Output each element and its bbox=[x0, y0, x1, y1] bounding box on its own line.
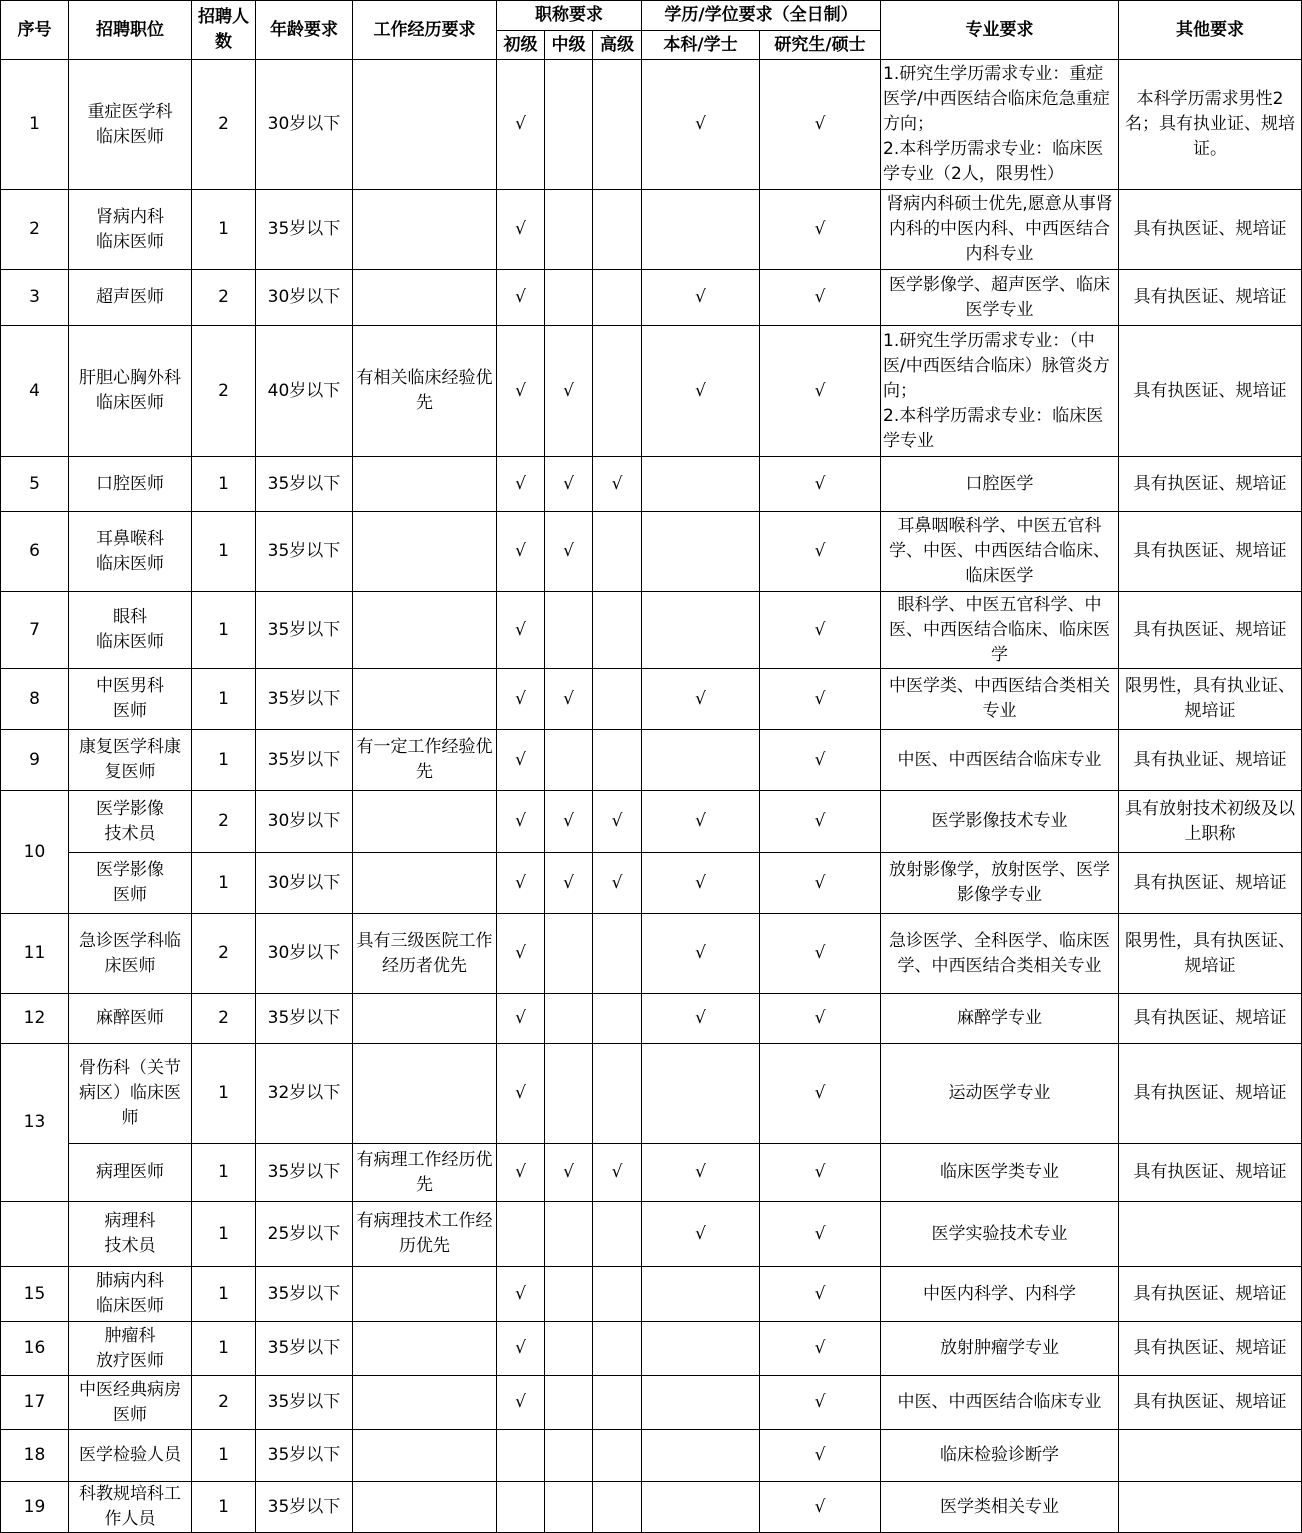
major-cell: 临床检验诊断学 bbox=[881, 1430, 1119, 1482]
check-bachelor-cell bbox=[642, 512, 760, 592]
table-row bbox=[1, 1482, 1302, 1533]
major-cell: 放射影像学，放射医学、医学影像学专业 bbox=[881, 853, 1119, 914]
table-row bbox=[1, 914, 1302, 994]
header-senior: 高级 bbox=[593, 31, 642, 60]
other-cell: 具有执医证、规培证 bbox=[1119, 190, 1302, 270]
other-cell: 限男性，具有执医证、规培证 bbox=[1119, 914, 1302, 994]
header-middle: 中级 bbox=[545, 31, 593, 60]
check-junior-cell: √ bbox=[497, 60, 545, 190]
check-senior-cell bbox=[593, 1202, 642, 1267]
age-cell: 30岁以下 bbox=[256, 853, 353, 914]
count-cell: 1 bbox=[192, 457, 256, 512]
position-cell: 中医经典病房医师 bbox=[69, 1376, 192, 1430]
check-middle-cell bbox=[545, 914, 593, 994]
other-cell: 具有执医证、规培证 bbox=[1119, 1267, 1302, 1322]
check-senior-cell bbox=[593, 1482, 642, 1533]
age-cell: 35岁以下 bbox=[256, 1144, 353, 1202]
major-cell: 1.研究生学历需求专业：重症医学/中西医结合临床危急重症方向； 2.本科学历需求专业：临床医学专业（2人，限男性） bbox=[881, 60, 1119, 190]
check-senior-cell bbox=[593, 994, 642, 1044]
experience-cell: 有一定工作经验优先 bbox=[353, 730, 497, 791]
age-cell: 35岁以下 bbox=[256, 669, 353, 730]
table-row bbox=[1, 592, 1302, 669]
table-row bbox=[1, 1430, 1302, 1482]
experience-cell: 有病理技术工作经历优先 bbox=[353, 1202, 497, 1267]
check-master-cell: √ bbox=[760, 1482, 881, 1533]
check-middle-cell: √ bbox=[545, 669, 593, 730]
position-cell: 肺病内科 临床医师 bbox=[69, 1267, 192, 1322]
check-bachelor-cell bbox=[642, 1482, 760, 1533]
count-cell: 1 bbox=[192, 1144, 256, 1202]
check-senior-cell bbox=[593, 512, 642, 592]
header-seq: 序号 bbox=[1, 1, 69, 60]
table-row bbox=[1, 190, 1302, 270]
check-senior-cell bbox=[593, 669, 642, 730]
experience-cell: 具有三级医院工作经历者优先 bbox=[353, 914, 497, 994]
major-cell: 医学影像学、超声医学、临床医学专业 bbox=[881, 270, 1119, 326]
major-cell: 1.研究生学历需求专业：（中医/中西医结合临床）脉管炎方向； 2.本科学历需求专业：临床医学专业 bbox=[881, 326, 1119, 457]
check-junior-cell: √ bbox=[497, 994, 545, 1044]
major-cell: 临床医学类专业 bbox=[881, 1144, 1119, 1202]
check-bachelor-cell bbox=[642, 190, 760, 270]
age-cell: 40岁以下 bbox=[256, 326, 353, 457]
experience-cell bbox=[353, 791, 497, 853]
count-cell: 2 bbox=[192, 1376, 256, 1430]
check-junior-cell: √ bbox=[497, 592, 545, 669]
major-cell: 中医内科学、内科学 bbox=[881, 1267, 1119, 1322]
count-cell: 2 bbox=[192, 914, 256, 994]
position-cell: 眼科 临床医师 bbox=[69, 592, 192, 669]
other-cell: 具有执医证、规培证 bbox=[1119, 512, 1302, 592]
check-middle-cell bbox=[545, 1202, 593, 1267]
check-senior-cell bbox=[593, 592, 642, 669]
check-middle-cell bbox=[545, 730, 593, 791]
count-cell: 1 bbox=[192, 1044, 256, 1144]
check-junior-cell: √ bbox=[497, 853, 545, 914]
seq-cell: 16 bbox=[1, 1322, 69, 1376]
check-junior-cell: √ bbox=[497, 1044, 545, 1144]
other-cell: 具有执医证、规培证 bbox=[1119, 1144, 1302, 1202]
position-cell: 肾病内科 临床医师 bbox=[69, 190, 192, 270]
age-cell: 35岁以下 bbox=[256, 1430, 353, 1482]
experience-cell bbox=[353, 853, 497, 914]
header-other: 其他要求 bbox=[1119, 1, 1302, 60]
other-cell: 具有执医证、规培证 bbox=[1119, 457, 1302, 512]
table-row bbox=[1, 512, 1302, 592]
table-row bbox=[1, 270, 1302, 326]
check-junior-cell: √ bbox=[497, 270, 545, 326]
seq-cell: 3 bbox=[1, 270, 69, 326]
major-cell: 医学影像技术专业 bbox=[881, 791, 1119, 853]
check-senior-cell bbox=[593, 1267, 642, 1322]
check-master-cell: √ bbox=[760, 1322, 881, 1376]
check-senior-cell bbox=[593, 1322, 642, 1376]
check-senior-cell bbox=[593, 1430, 642, 1482]
position-cell: 骨伤科（关节病区）临床医师 bbox=[69, 1044, 192, 1144]
check-senior-cell bbox=[593, 190, 642, 270]
check-senior-cell: √ bbox=[593, 1144, 642, 1202]
seq-cell: 11 bbox=[1, 914, 69, 994]
check-bachelor-cell: √ bbox=[642, 791, 760, 853]
count-cell: 1 bbox=[192, 1267, 256, 1322]
major-cell: 麻醉学专业 bbox=[881, 994, 1119, 1044]
check-junior-cell: √ bbox=[497, 914, 545, 994]
table-row bbox=[1, 1044, 1302, 1144]
seq-cell: 19 bbox=[1, 1482, 69, 1533]
check-senior-cell: √ bbox=[593, 853, 642, 914]
check-middle-cell bbox=[545, 1430, 593, 1482]
table-row bbox=[1, 1322, 1302, 1376]
check-middle-cell: √ bbox=[545, 853, 593, 914]
check-master-cell: √ bbox=[760, 1267, 881, 1322]
check-bachelor-cell: √ bbox=[642, 994, 760, 1044]
check-master-cell: √ bbox=[760, 190, 881, 270]
major-cell: 眼科学、中医五官科学、中医、中西医结合临床、临床医学 bbox=[881, 592, 1119, 669]
header-count: 招聘人数 bbox=[192, 1, 256, 60]
check-bachelor-cell: √ bbox=[642, 326, 760, 457]
check-master-cell: √ bbox=[760, 60, 881, 190]
check-master-cell: √ bbox=[760, 1376, 881, 1430]
check-bachelor-cell bbox=[642, 1267, 760, 1322]
check-junior-cell: √ bbox=[497, 512, 545, 592]
check-middle-cell bbox=[545, 994, 593, 1044]
age-cell: 32岁以下 bbox=[256, 1044, 353, 1144]
count-cell: 2 bbox=[192, 994, 256, 1044]
position-cell: 超声医师 bbox=[69, 270, 192, 326]
check-bachelor-cell: √ bbox=[642, 270, 760, 326]
check-bachelor-cell: √ bbox=[642, 1202, 760, 1267]
position-cell: 病理科 技术员 bbox=[69, 1202, 192, 1267]
check-senior-cell: √ bbox=[593, 457, 642, 512]
experience-cell bbox=[353, 994, 497, 1044]
check-middle-cell bbox=[545, 592, 593, 669]
check-master-cell: √ bbox=[760, 669, 881, 730]
position-cell: 康复医学科康复医师 bbox=[69, 730, 192, 791]
age-cell: 35岁以下 bbox=[256, 457, 353, 512]
check-master-cell: √ bbox=[760, 270, 881, 326]
seq-cell: 5 bbox=[1, 457, 69, 512]
position-cell: 科教规培科工作人员 bbox=[69, 1482, 192, 1533]
major-cell: 耳鼻咽喉科学、中医五官科学、中医、中西医结合临床、临床医学 bbox=[881, 512, 1119, 592]
check-middle-cell bbox=[545, 60, 593, 190]
seq-cell: 1 bbox=[1, 60, 69, 190]
seq-cell: 7 bbox=[1, 592, 69, 669]
age-cell: 30岁以下 bbox=[256, 914, 353, 994]
check-middle-cell: √ bbox=[545, 791, 593, 853]
check-junior-cell bbox=[497, 1202, 545, 1267]
table-row bbox=[1, 1376, 1302, 1430]
seq-cell: 8 bbox=[1, 669, 69, 730]
check-bachelor-cell bbox=[642, 1376, 760, 1430]
table-row bbox=[1, 669, 1302, 730]
check-middle-cell bbox=[545, 190, 593, 270]
count-cell: 1 bbox=[192, 592, 256, 669]
experience-cell: 有相关临床经验优先 bbox=[353, 326, 497, 457]
seq-cell: 12 bbox=[1, 994, 69, 1044]
table-row bbox=[1, 60, 1302, 190]
check-junior-cell: √ bbox=[497, 457, 545, 512]
experience-cell bbox=[353, 190, 497, 270]
header-experience: 工作经历要求 bbox=[353, 1, 497, 60]
check-master-cell: √ bbox=[760, 914, 881, 994]
check-senior-cell bbox=[593, 60, 642, 190]
table-row bbox=[1, 326, 1302, 457]
check-junior-cell: √ bbox=[497, 190, 545, 270]
header-position: 招聘职位 bbox=[69, 1, 192, 60]
check-master-cell: √ bbox=[760, 853, 881, 914]
seq-cell: 6 bbox=[1, 512, 69, 592]
experience-cell bbox=[353, 1430, 497, 1482]
count-cell: 1 bbox=[192, 1202, 256, 1267]
experience-cell bbox=[353, 60, 497, 190]
check-bachelor-cell bbox=[642, 592, 760, 669]
check-senior-cell bbox=[593, 1376, 642, 1430]
seq-cell: 4 bbox=[1, 326, 69, 457]
header-age: 年龄要求 bbox=[256, 1, 353, 60]
seq-cell: 2 bbox=[1, 190, 69, 270]
check-master-cell: √ bbox=[760, 791, 881, 853]
major-cell: 医学实验技术专业 bbox=[881, 1202, 1119, 1267]
count-cell: 1 bbox=[192, 730, 256, 791]
check-bachelor-cell bbox=[642, 730, 760, 791]
check-middle-cell: √ bbox=[545, 457, 593, 512]
other-cell: 限男性，具有执业证、规培证 bbox=[1119, 669, 1302, 730]
check-junior-cell: √ bbox=[497, 1376, 545, 1430]
position-cell: 医学影像 技术员 bbox=[69, 791, 192, 853]
check-bachelor-cell: √ bbox=[642, 1144, 760, 1202]
major-cell: 放射肿瘤学专业 bbox=[881, 1322, 1119, 1376]
count-cell: 1 bbox=[192, 669, 256, 730]
check-master-cell: √ bbox=[760, 730, 881, 791]
seq-cell: 18 bbox=[1, 1430, 69, 1482]
header-major: 专业要求 bbox=[881, 1, 1119, 60]
major-cell: 口腔医学 bbox=[881, 457, 1119, 512]
check-master-cell: √ bbox=[760, 1430, 881, 1482]
header-edu-group: 学历/学位要求（全日制） bbox=[642, 1, 881, 31]
header-title-group: 职称要求 bbox=[497, 1, 642, 31]
table-row bbox=[1, 1267, 1302, 1322]
check-master-cell: √ bbox=[760, 457, 881, 512]
other-cell: 具有执医证、规培证 bbox=[1119, 1044, 1302, 1144]
position-cell: 病理医师 bbox=[69, 1144, 192, 1202]
seq-cell: 17 bbox=[1, 1376, 69, 1430]
check-junior-cell: √ bbox=[497, 730, 545, 791]
experience-cell bbox=[353, 1376, 497, 1430]
age-cell: 25岁以下 bbox=[256, 1202, 353, 1267]
age-cell: 30岁以下 bbox=[256, 791, 353, 853]
check-bachelor-cell bbox=[642, 1044, 760, 1144]
major-cell: 中医、中西医结合临床专业 bbox=[881, 1376, 1119, 1430]
check-senior-cell bbox=[593, 1044, 642, 1144]
count-cell: 1 bbox=[192, 1482, 256, 1533]
age-cell: 35岁以下 bbox=[256, 190, 353, 270]
other-cell: 具有执业证、规培证 bbox=[1119, 730, 1302, 791]
check-junior-cell: √ bbox=[497, 1144, 545, 1202]
check-bachelor-cell bbox=[642, 1430, 760, 1482]
check-bachelor-cell: √ bbox=[642, 914, 760, 994]
experience-cell bbox=[353, 592, 497, 669]
check-bachelor-cell: √ bbox=[642, 669, 760, 730]
major-cell: 运动医学专业 bbox=[881, 1044, 1119, 1144]
seq-cell: 13 bbox=[1, 1044, 69, 1202]
check-master-cell: √ bbox=[760, 592, 881, 669]
check-senior-cell bbox=[593, 730, 642, 791]
check-master-cell: √ bbox=[760, 512, 881, 592]
check-bachelor-cell: √ bbox=[642, 60, 760, 190]
check-bachelor-cell: √ bbox=[642, 853, 760, 914]
count-cell: 1 bbox=[192, 1322, 256, 1376]
other-cell: 具有放射技术初级及以上职称 bbox=[1119, 791, 1302, 853]
check-senior-cell bbox=[593, 326, 642, 457]
other-cell: 本科学历需求男性2名；具有执业证、规培证。 bbox=[1119, 60, 1302, 190]
check-master-cell: √ bbox=[760, 1144, 881, 1202]
check-junior-cell bbox=[497, 1430, 545, 1482]
seq-cell bbox=[1, 1202, 69, 1267]
other-cell: 具有执医证、规培证 bbox=[1119, 270, 1302, 326]
age-cell: 30岁以下 bbox=[256, 270, 353, 326]
check-junior-cell: √ bbox=[497, 669, 545, 730]
check-senior-cell: √ bbox=[593, 791, 642, 853]
seq-cell: 10 bbox=[1, 791, 69, 914]
count-cell: 1 bbox=[192, 190, 256, 270]
table-row bbox=[1, 994, 1302, 1044]
other-cell: 具有执医证、规培证 bbox=[1119, 1376, 1302, 1430]
major-cell: 肾病内科硕士优先,愿意从事肾内科的中医内科、中西医结合内科专业 bbox=[881, 190, 1119, 270]
position-cell: 急诊医学科临床医师 bbox=[69, 914, 192, 994]
age-cell: 35岁以下 bbox=[256, 512, 353, 592]
check-middle-cell bbox=[545, 1322, 593, 1376]
check-junior-cell: √ bbox=[497, 326, 545, 457]
check-middle-cell bbox=[545, 1044, 593, 1144]
header-bachelor: 本科/学士 bbox=[642, 31, 760, 60]
check-junior-cell: √ bbox=[497, 1322, 545, 1376]
position-cell: 医学影像 医师 bbox=[69, 853, 192, 914]
age-cell: 35岁以下 bbox=[256, 994, 353, 1044]
position-cell: 肝胆心胸外科 临床医师 bbox=[69, 326, 192, 457]
check-middle-cell: √ bbox=[545, 512, 593, 592]
experience-cell bbox=[353, 669, 497, 730]
table-body bbox=[1, 60, 1302, 1533]
table-row bbox=[1, 791, 1302, 853]
check-junior-cell: √ bbox=[497, 1267, 545, 1322]
count-cell: 1 bbox=[192, 1430, 256, 1482]
table-row bbox=[1, 853, 1302, 914]
other-cell bbox=[1119, 1202, 1302, 1267]
major-cell: 中医、中西医结合临床专业 bbox=[881, 730, 1119, 791]
age-cell: 35岁以下 bbox=[256, 1267, 353, 1322]
position-cell: 医学检验人员 bbox=[69, 1430, 192, 1482]
position-cell: 重症医学科 临床医师 bbox=[69, 60, 192, 190]
other-cell: 具有执医证、规培证 bbox=[1119, 1322, 1302, 1376]
age-cell: 35岁以下 bbox=[256, 730, 353, 791]
check-master-cell: √ bbox=[760, 1044, 881, 1144]
check-middle-cell: √ bbox=[545, 1144, 593, 1202]
age-cell: 35岁以下 bbox=[256, 1376, 353, 1430]
age-cell: 30岁以下 bbox=[256, 60, 353, 190]
position-cell: 口腔医师 bbox=[69, 457, 192, 512]
count-cell: 2 bbox=[192, 60, 256, 190]
seq-cell: 15 bbox=[1, 1267, 69, 1322]
count-cell: 1 bbox=[192, 512, 256, 592]
other-cell: 具有执医证、规培证 bbox=[1119, 592, 1302, 669]
experience-cell bbox=[353, 270, 497, 326]
major-cell: 医学类相关专业 bbox=[881, 1482, 1119, 1533]
table-row bbox=[1, 457, 1302, 512]
experience-cell bbox=[353, 1044, 497, 1144]
header-junior: 初级 bbox=[497, 31, 545, 60]
experience-cell bbox=[353, 457, 497, 512]
check-senior-cell bbox=[593, 270, 642, 326]
table-row bbox=[1, 1202, 1302, 1267]
check-bachelor-cell bbox=[642, 1322, 760, 1376]
major-cell: 急诊医学、全科医学、临床医学、中西医结合类相关专业 bbox=[881, 914, 1119, 994]
header-master: 研究生/硕士 bbox=[760, 31, 881, 60]
table-row bbox=[1, 730, 1302, 791]
age-cell: 35岁以下 bbox=[256, 1482, 353, 1533]
check-master-cell: √ bbox=[760, 994, 881, 1044]
check-bachelor-cell bbox=[642, 457, 760, 512]
position-cell: 麻醉医师 bbox=[69, 994, 192, 1044]
check-master-cell: √ bbox=[760, 1202, 881, 1267]
check-middle-cell: √ bbox=[545, 326, 593, 457]
check-junior-cell: √ bbox=[497, 791, 545, 853]
check-senior-cell bbox=[593, 914, 642, 994]
check-middle-cell bbox=[545, 1482, 593, 1533]
other-cell: 具有执医证、规培证 bbox=[1119, 326, 1302, 457]
experience-cell bbox=[353, 1267, 497, 1322]
other-cell: 具有执医证、规培证 bbox=[1119, 853, 1302, 914]
position-cell: 肿瘤科 放疗医师 bbox=[69, 1322, 192, 1376]
table-row bbox=[1, 1144, 1302, 1202]
check-middle-cell bbox=[545, 1376, 593, 1430]
check-master-cell: √ bbox=[760, 326, 881, 457]
check-junior-cell bbox=[497, 1482, 545, 1533]
other-cell bbox=[1119, 1430, 1302, 1482]
other-cell: 具有执医证、规培证 bbox=[1119, 994, 1302, 1044]
count-cell: 1 bbox=[192, 853, 256, 914]
count-cell: 2 bbox=[192, 326, 256, 457]
experience-cell bbox=[353, 1482, 497, 1533]
major-cell: 中医学类、中西医结合类相关专业 bbox=[881, 669, 1119, 730]
check-middle-cell bbox=[545, 1267, 593, 1322]
count-cell: 2 bbox=[192, 270, 256, 326]
other-cell bbox=[1119, 1482, 1302, 1533]
position-cell: 耳鼻喉科 临床医师 bbox=[69, 512, 192, 592]
seq-cell: 9 bbox=[1, 730, 69, 791]
check-middle-cell bbox=[545, 270, 593, 326]
age-cell: 35岁以下 bbox=[256, 1322, 353, 1376]
count-cell: 2 bbox=[192, 791, 256, 853]
position-cell: 中医男科 医师 bbox=[69, 669, 192, 730]
experience-cell: 有病理工作经历优先 bbox=[353, 1144, 497, 1202]
experience-cell bbox=[353, 1322, 497, 1376]
age-cell: 35岁以下 bbox=[256, 592, 353, 669]
experience-cell bbox=[353, 512, 497, 592]
